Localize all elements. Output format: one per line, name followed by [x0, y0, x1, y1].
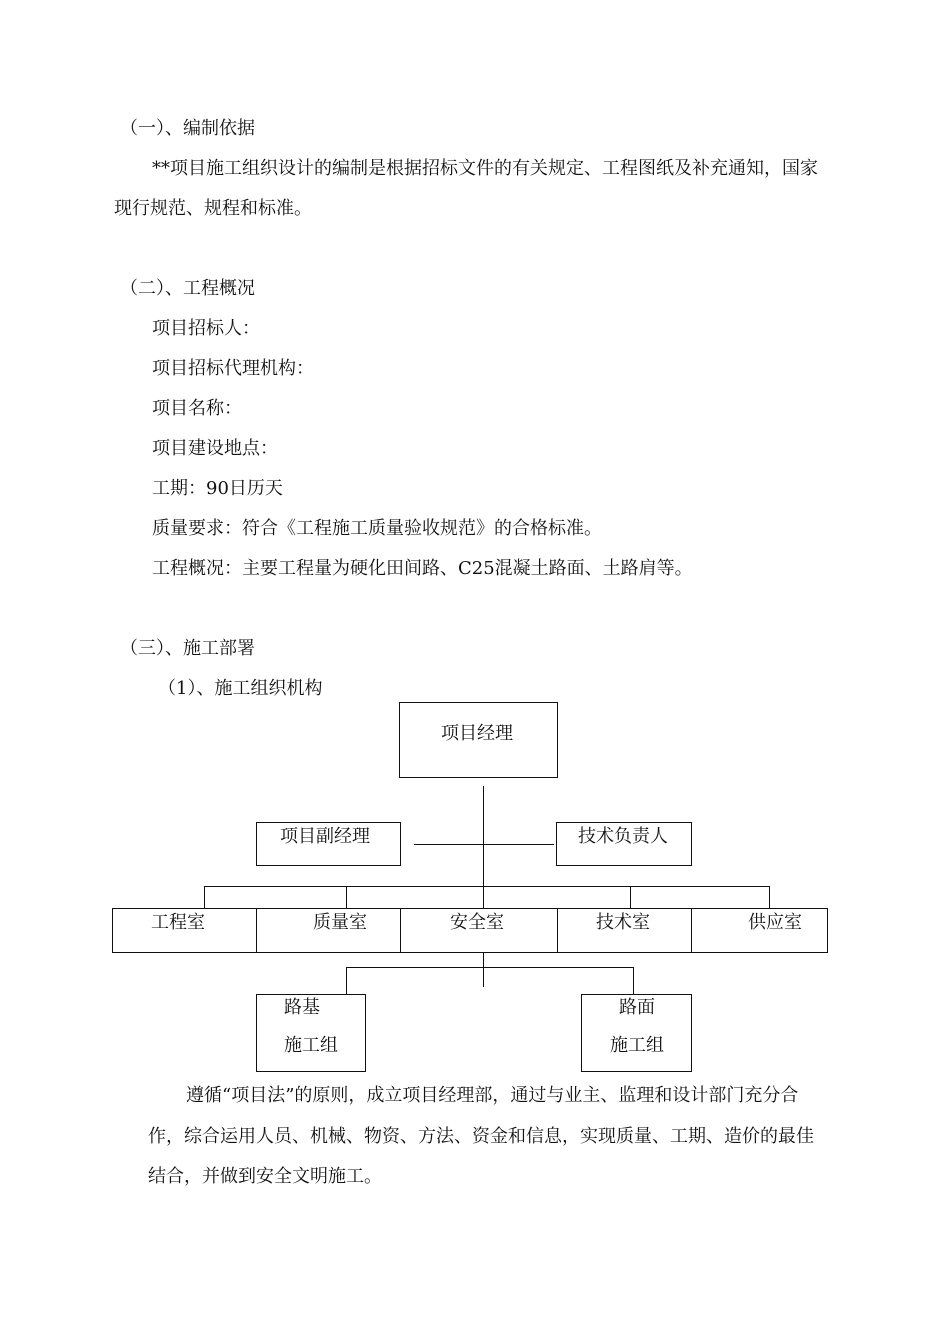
overview-item: 质量要求：符合《工程施工质量验收规范》的合格标准。: [152, 518, 602, 539]
section-heading-overview: （二）、工程概况: [120, 278, 255, 299]
org-dept-tick: [630, 886, 631, 908]
org-team-label-line2: 施工组: [284, 1035, 338, 1056]
overview-item: 工程概况：主要工程量为硬化田间路、C25混凝土路面、土路肩等。: [152, 558, 693, 579]
org-dept-technical: 技术室: [596, 912, 650, 933]
org-team-label-line2: 施工组: [610, 1035, 664, 1056]
org-dept-divider: [256, 909, 257, 952]
overview-item: 项目招标人：: [152, 318, 260, 339]
org-dept-divider: [691, 909, 692, 952]
org-team-label-line1: 路面: [619, 997, 655, 1018]
basis-paragraph-line1: **项目施工组织设计的编制是根据招标文件的有关规定、工程图纸及补充通知，国家: [152, 158, 818, 179]
overview-item: 项目招标代理机构：: [152, 358, 314, 379]
org-dept-quality: 质量室: [313, 912, 367, 933]
org-dept-safety: 安全室: [450, 912, 504, 933]
org-dept-bus: [204, 886, 770, 887]
org-node-project-manager: [399, 702, 558, 778]
overview-item: 工期：90日历天: [152, 478, 283, 499]
basis-paragraph-line2: 现行规范、规程和标准。: [114, 198, 312, 219]
overview-item: 项目名称：: [152, 398, 242, 419]
org-dept-tick: [346, 886, 347, 908]
org-dept-tick: [769, 886, 770, 908]
org-node-label: 项目经理: [441, 723, 513, 744]
section-heading-deployment: （三）、施工部署: [120, 638, 255, 659]
org-team-roadbed: [256, 994, 366, 1072]
org-team-label-line1: 路基: [284, 997, 320, 1018]
org-node-deputy-manager: [256, 822, 401, 866]
org-dept-supply: 供应室: [748, 912, 802, 933]
section-heading-basis: （一）、编制依据: [120, 118, 255, 139]
org-dept-divider: [400, 909, 401, 952]
org-team-bus: [346, 967, 634, 968]
closing-paragraph-line3: 结合，并做到安全文明施工。: [148, 1166, 382, 1187]
org-dept-tick: [204, 886, 205, 908]
org-node-label: 项目副经理: [280, 826, 370, 847]
closing-paragraph-line2: 作，综合运用人员、机械、物资、方法、资金和信息，实现质量、工期、造价的最佳: [148, 1126, 814, 1147]
closing-paragraph-line1: 遵循“项目法”的原则，成立项目经理部，通过与业主、监理和设计部门充分合: [186, 1085, 799, 1106]
subheading-org-structure: （1）、施工组织机构: [158, 678, 323, 699]
org-node-tech-lead: [556, 822, 692, 866]
org-node-label: 技术负责人: [578, 826, 668, 847]
org-deputy-connector: [414, 844, 554, 845]
org-dept-row: [112, 908, 828, 953]
overview-item: 项目建设地点：: [152, 438, 278, 459]
org-team-pavement: [581, 994, 692, 1072]
org-team-tick: [346, 967, 347, 994]
org-team-tick: [633, 967, 634, 994]
org-dept-engineering: 工程室: [151, 912, 205, 933]
org-dept-divider: [557, 909, 558, 952]
